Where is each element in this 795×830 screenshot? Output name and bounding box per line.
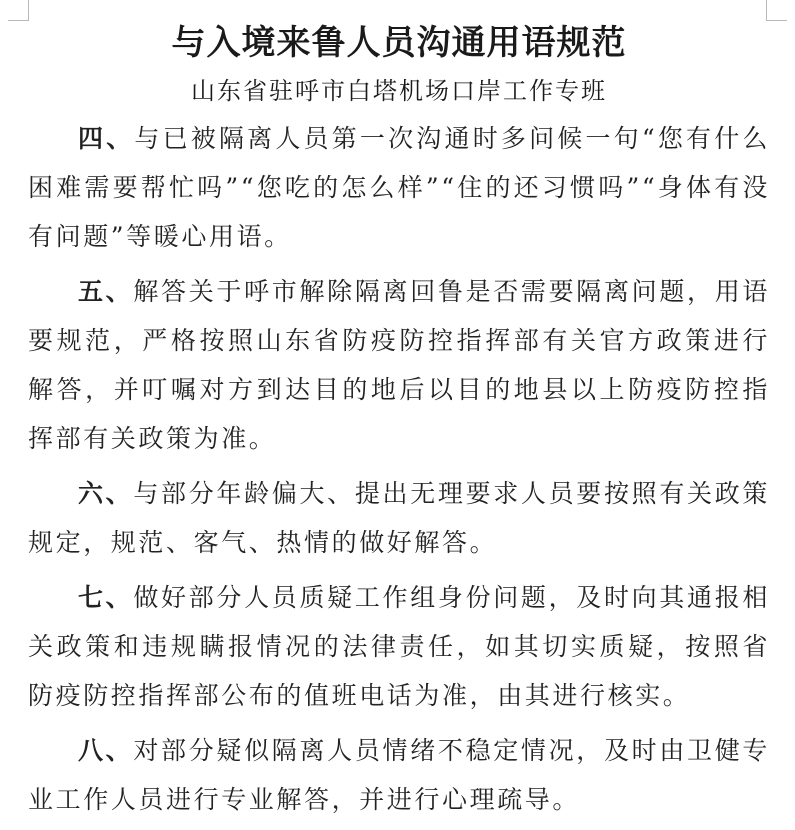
item-text: 解答关于呼市解除隔离回鲁是否需要隔离问题，用语要规范，严格按照山东省防疫防控指挥部有关官方政策进行解答，并叮嘱对方到达目的地后以目的地县以上防疫防控指挥部有关政策为准。 (28, 277, 770, 453)
list-item (28, 573, 770, 720)
item-text: 对部分疑似隔离人员情绪不稳定情况，及时由卫健专业工作人员进行专业解答，并进行心理疏导。 (28, 736, 770, 814)
document-subtitle: 山东省驻呼市白塔机场口岸工作专班 (191, 77, 607, 105)
item-text: 与已被隔离人员第一次沟通时多问候一句“您有什么困难需要帮忙吗”“您吃的怎么样”“住的还习惯吗”“身体有没有问题”等暖心用语。 (28, 124, 770, 251)
item-label: 四、 (78, 124, 135, 153)
list-item (28, 114, 770, 261)
item-label: 六、 (78, 479, 134, 508)
item-label: 八、 (78, 736, 134, 765)
item-label: 七、 (78, 583, 134, 612)
item-label: 五、 (78, 277, 134, 306)
crop-mark-top-left (8, 0, 29, 21)
item-list (28, 114, 770, 824)
document-page (28, 14, 770, 830)
item-text: 做好部分人员质疑工作组身份问题，及时向其通报相关政策和违规瞒报情况的法律责任，如其切实质疑，按照省防疫防控指挥部公布的值班电话为准，由其进行核实。 (28, 583, 770, 710)
list-item (28, 267, 770, 463)
list-item (28, 469, 770, 567)
item-text: 与部分年龄偏大、提出无理要求人员要按照有关政策规定，规范、客气、热情的做好解答。 (28, 479, 770, 557)
document-title: 与入境来鲁人员沟通用语规范 (171, 23, 627, 63)
list-item (28, 726, 770, 824)
